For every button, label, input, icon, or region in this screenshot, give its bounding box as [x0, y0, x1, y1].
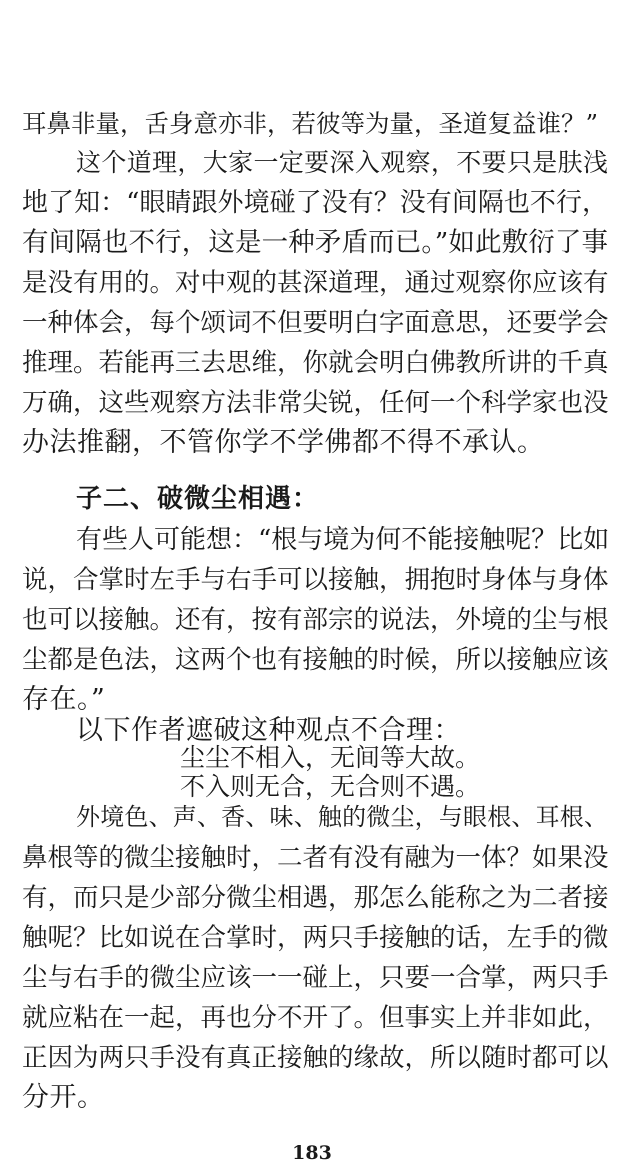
paragraph-line: 外境色、声、香、味、触的微尘，与眼根、耳根、 [76, 803, 608, 831]
paragraph-line: 万确，这些观察方法非常尖锐，任何一个科学家也没 [22, 388, 609, 418]
verse-line: 不入则无合，无合则不遇。 [180, 772, 481, 801]
page-number: 183 [292, 1142, 332, 1164]
section-heading: 子二、破微尘相遇： [76, 484, 320, 514]
paragraph-line: 有些人可能想：“根与境为何不能接触呢？比如 [76, 525, 610, 555]
paragraph-line: 正因为两只手没有真正接触的缘故，所以随时都可以 [22, 1043, 609, 1073]
paragraph-line: 耳鼻非量，舌身意亦非，若彼等为量，圣道复益谁？” [22, 109, 599, 138]
paragraph-line: 触呢？比如说在合掌时，两只手接触的话，左手的微 [22, 923, 609, 953]
intro-line: 以下作者遮破这种观点不合理： [76, 715, 461, 746]
paragraph-line: 说，合掌时左手与右手可以接触，拥抱时身体与身体 [22, 565, 609, 595]
paragraph-line: 也可以接触。还有，按有部宗的说法，外境的尘与根 [22, 605, 609, 635]
paragraph-line: 就应粘在一起，再也分不开了。但事实上并非如此， [22, 1003, 609, 1033]
paragraph-line: 鼻根等的微尘接触时，二者有没有融为一体？如果没 [22, 843, 609, 873]
paragraph-line: 尘与右手的微尘应该一一碰上，只要一合掌，两只手 [22, 963, 609, 993]
paragraph-line: 地了知：“眼睛跟外境碰了没有？没有间隔也不行， [22, 188, 608, 218]
paragraph-line: 分开。 [22, 1082, 105, 1113]
paragraph-line: 是没有用的。对中观的甚深道理，通过观察你应该有 [22, 268, 609, 298]
paragraph-line: 有，而只是少部分微尘相遇，那怎么能称之为二者接 [22, 883, 609, 913]
verse-line: 尘尘不相入，无间等大故。 [180, 743, 481, 772]
paragraph-line: 一种体会，每个颂词不但要明白字面意思，还要学会 [22, 308, 609, 338]
paragraph-line: 办法推翻，不管你学不学佛都不得不承认。 [22, 427, 545, 458]
paragraph-line: 推理。若能再三去思维，你就会明白佛教所讲的千真 [22, 348, 609, 378]
paragraph-line: 存在。” [22, 684, 106, 715]
paragraph-line: 有间隔也不行，这是一种矛盾而已。”如此敷衍了事 [22, 227, 608, 258]
paragraph-line: 尘都是色法，这两个也有接触的时候，所以接触应该 [22, 645, 609, 675]
paragraph-line: 这个道理，大家一定要深入观察，不要只是肤浅 [76, 148, 608, 177]
